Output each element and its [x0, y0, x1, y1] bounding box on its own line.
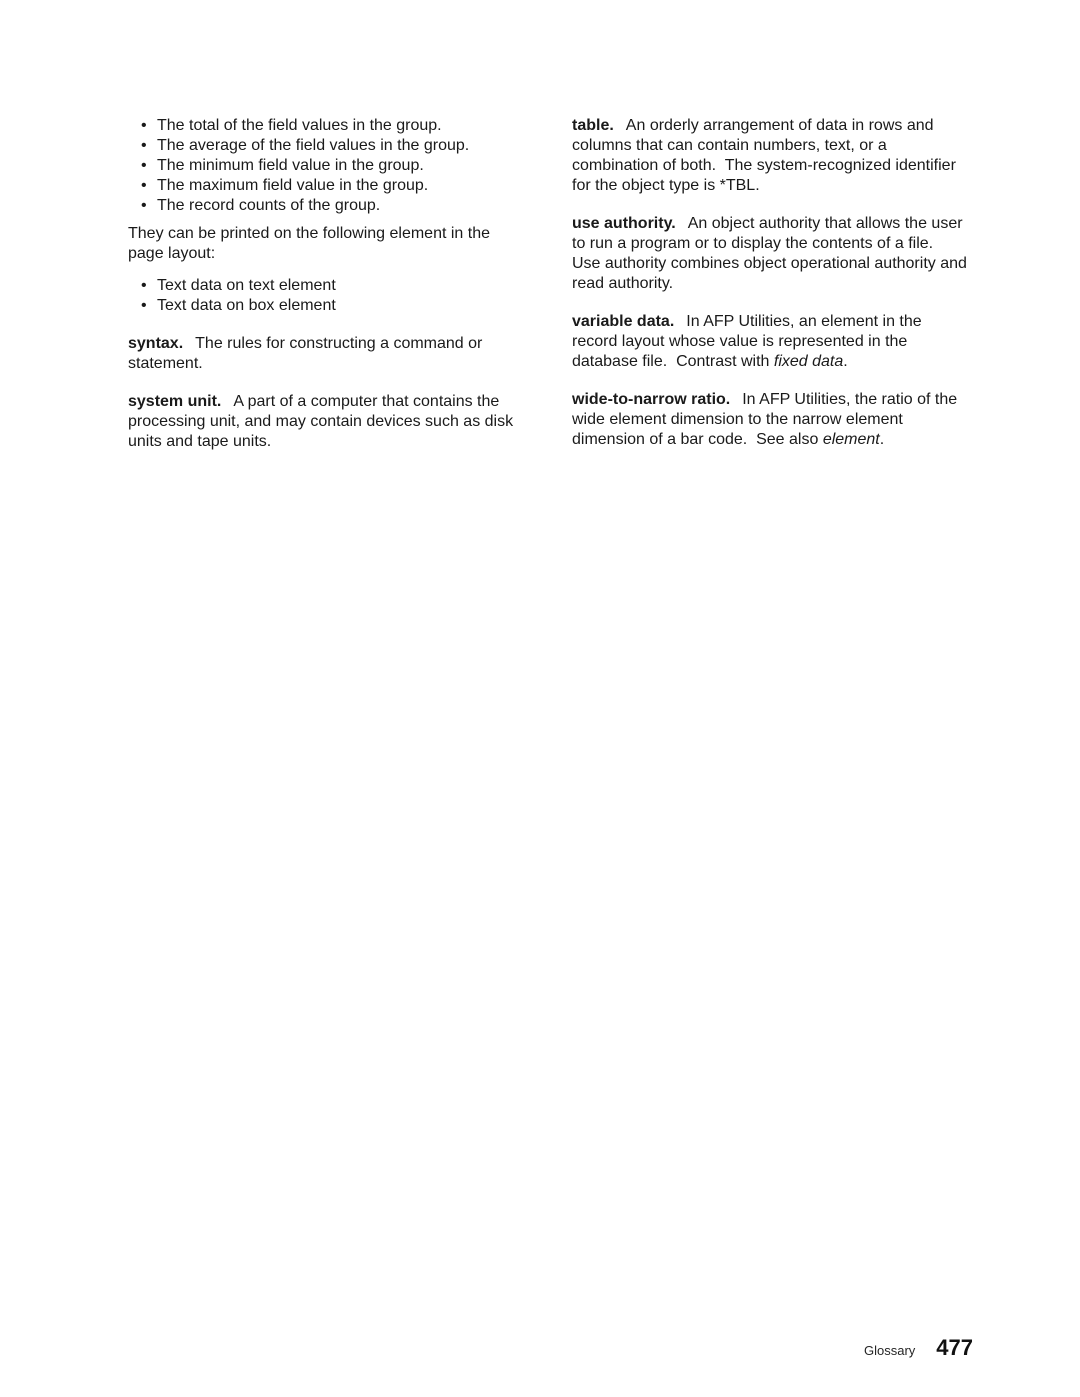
glossary-entry-table — [572, 116, 969, 196]
group-values-bullet-list — [128, 116, 526, 216]
glossary-entry-use-authority — [572, 214, 972, 294]
glossary-definition: In AFP Utilities, the ratio of the wide element dimension to the narrow element dimension of a bar code. See also — [572, 391, 962, 448]
glossary-term: wide-to-narrow ratio. — [572, 391, 731, 408]
glossary-cross-reference: element — [822, 431, 880, 448]
glossary-term: use authority. — [572, 215, 676, 232]
glossary-entry-system-unit — [128, 392, 526, 452]
glossary-entry-wide-to-narrow-ratio — [572, 390, 969, 450]
glossary-term: system unit. — [128, 393, 222, 410]
glossary-definition-end: . — [843, 353, 848, 370]
list-item: • The record counts of the group. — [128, 196, 526, 216]
list-item: • Text data on text element — [128, 276, 526, 296]
glossary-entry-variable-data — [572, 312, 969, 372]
list-item: • The total of the field values in the group. — [128, 116, 526, 136]
glossary-term: table. — [572, 117, 614, 134]
list-item: • Text data on box element — [128, 296, 526, 316]
glossary-definition: The rules for constructing a command or statement. — [128, 335, 487, 372]
glossary-definition: In AFP Utilities, an element in the record layout whose value is represented in the database file. Contrast with — [572, 313, 927, 370]
lead-paragraph: They can be printed on the following element in the page layout: — [128, 225, 491, 262]
footer-section-label: Glossary — [863, 1343, 916, 1358]
glossary-term: syntax. — [128, 335, 184, 352]
list-item: • The average of the field values in the group. — [128, 136, 526, 156]
left-column — [128, 116, 526, 452]
glossary-definition: An orderly arrangement of data in rows and columns that can contain numbers, text, or a combination of both. The system-recognized identifier for the object type is *TBL. — [572, 117, 961, 194]
list-item: • The maximum field value in the group. — [128, 176, 526, 196]
list-item: • The minimum field value in the group. — [128, 156, 526, 176]
right-column — [572, 116, 972, 450]
glossary-definition-end: . — [879, 431, 885, 448]
glossary-definition: A part of a computer that contains the processing unit, and may contain devices such as disk units and tape units. — [128, 393, 518, 450]
footer-page-number: 477 — [936, 1335, 973, 1360]
glossary-term: variable data. — [572, 313, 675, 330]
glossary-definition: An object authority that allows the user to run a program or to display the contents of a file. Use authority combines object operational authority and read authority. — [572, 215, 972, 292]
glossary-entry-syntax — [128, 334, 526, 374]
page-footer — [864, 1337, 973, 1359]
glossary-cross-reference: fixed data — [773, 353, 844, 370]
element-bullet-list — [128, 276, 526, 316]
